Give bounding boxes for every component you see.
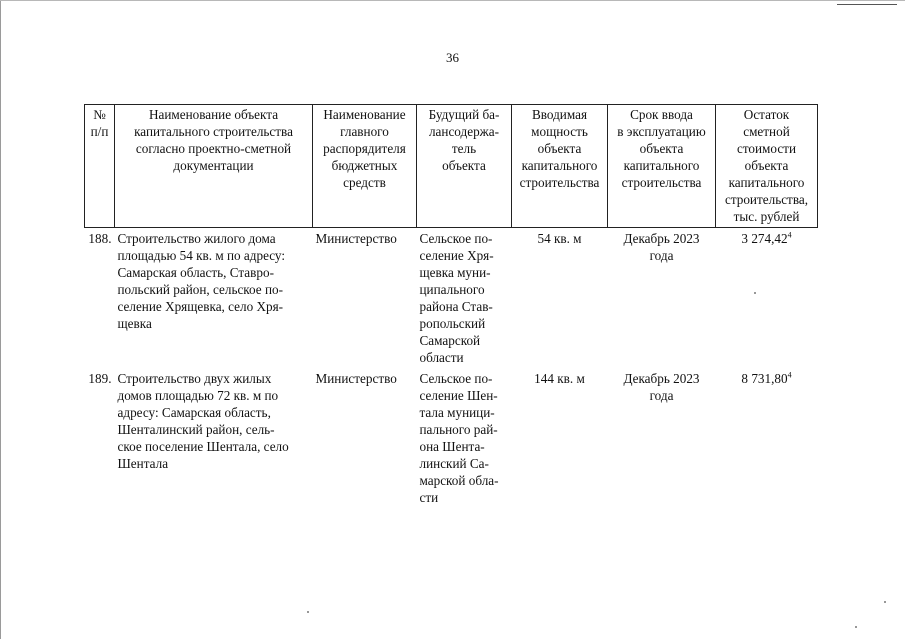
remaining-cost bbox=[716, 228, 818, 369]
row-number: 189. bbox=[88, 371, 112, 386]
remaining-cost bbox=[716, 368, 818, 508]
commissioning-term: Декабрь 2023 года bbox=[623, 231, 700, 263]
scan-mark bbox=[837, 4, 897, 5]
header-administrator: Наименование главного распорядителя бюджетных средств bbox=[313, 105, 417, 228]
remaining-cost-value: 8 731,80 bbox=[741, 371, 788, 386]
capacity: 54 кв. м bbox=[537, 231, 582, 246]
capacity: 144 кв. м bbox=[534, 371, 585, 386]
header-future-holder: Будущий ба- лансодержа- тель объекта bbox=[417, 105, 512, 228]
administrator: Министерство bbox=[315, 371, 397, 386]
row-number: 188. bbox=[88, 231, 112, 246]
table-header-row bbox=[85, 105, 818, 228]
scan-speck bbox=[855, 626, 857, 628]
commissioning-term: Декабрь 2023 года bbox=[623, 371, 700, 403]
scan-speck bbox=[307, 611, 309, 613]
footnote-mark: 4 bbox=[787, 230, 792, 240]
object-name: Строительство двух жилых домов площадью 72 кв. м по адресу: Самарская область, Шенталинский район, сель- ское поселение Шентала, село Шентала bbox=[117, 371, 289, 471]
header-remaining-cost: Остаток сметной стоимости объекта капитального строительства, тыс. рублей bbox=[716, 105, 818, 228]
construction-objects-table bbox=[84, 104, 818, 508]
administrator: Министерство bbox=[315, 231, 397, 246]
page-edge-left bbox=[0, 0, 1, 639]
scan-speck bbox=[884, 601, 886, 603]
footnote-mark: 4 bbox=[787, 370, 792, 380]
header-capacity: Вводимая мощность объекта капитального строительства bbox=[512, 105, 608, 228]
scan-speck bbox=[754, 292, 756, 294]
object-name: Строительство жилого дома площадью 54 кв. м по адресу: Самарская область, Ставро- польский район, сельское по- селение Хрящевка, село Хря- щевка bbox=[117, 231, 286, 331]
table-row bbox=[85, 368, 818, 508]
header-object-name: Наименование объекта капитального строительства согласно проектно-сметной документации bbox=[115, 105, 313, 228]
table-row bbox=[85, 228, 818, 369]
future-holder: Сельское по- селение Хря- щевка муни- ципального района Став- ропольский Самарской области bbox=[419, 231, 494, 365]
page-number: 36 bbox=[446, 50, 459, 65]
header-commissioning-term: Срок ввода в эксплуатацию объекта капитального строительства bbox=[608, 105, 716, 228]
header-num: № п/п bbox=[85, 105, 115, 228]
future-holder: Сельское по- селение Шен- тала муници- пального рай- она Шента- линский Са- марской обла- сти bbox=[419, 371, 499, 505]
page-edge-top bbox=[0, 0, 905, 1]
remaining-cost-value: 3 274,42 bbox=[741, 231, 788, 246]
